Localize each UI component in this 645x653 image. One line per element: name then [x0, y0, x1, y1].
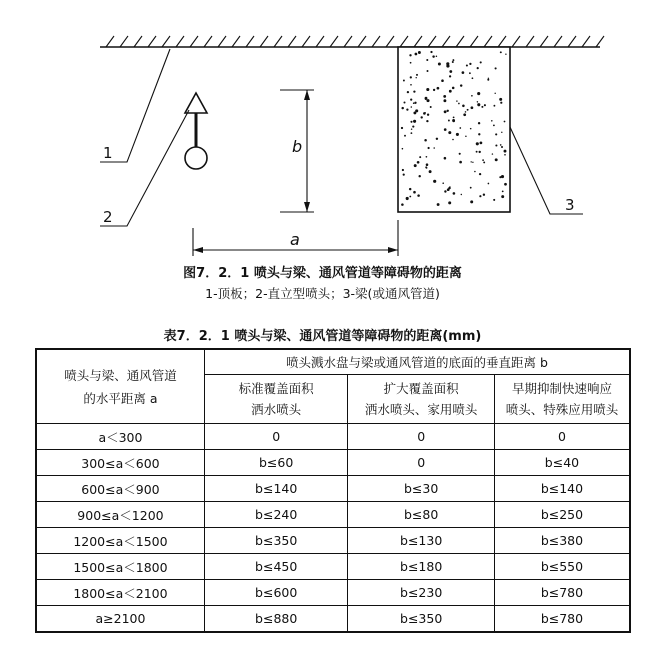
cell-standard: b≤60 — [204, 450, 348, 476]
cell-esfr: b≤780 — [494, 580, 630, 606]
cell-standard: b≤140 — [204, 476, 348, 502]
cell-a: 300≤a＜600 — [36, 450, 204, 476]
row-header-line2: 的水平距离 a — [83, 390, 158, 406]
cell-a: 1800≤a＜2100 — [36, 580, 204, 606]
table-row — [36, 528, 630, 554]
cell-standard: b≤600 — [204, 580, 348, 606]
group-header: 喷头溅水盘与梁或通风管道的底面的垂直距离 b — [204, 349, 630, 375]
cell-esfr: b≤250 — [494, 502, 630, 528]
cell-extended: b≤230 — [348, 580, 494, 606]
column-header-standard — [204, 375, 348, 424]
cell-a: 1200≤a＜1500 — [36, 528, 204, 554]
table-row — [36, 554, 630, 580]
cell-extended: 0 — [348, 450, 494, 476]
cell-extended: b≤130 — [348, 528, 494, 554]
cell-standard: b≤350 — [204, 528, 348, 554]
callout-1: 1 — [103, 144, 113, 162]
cell-a: a≥2100 — [36, 606, 204, 633]
cell-esfr: b≤780 — [494, 606, 630, 633]
cell-standard: b≤240 — [204, 502, 348, 528]
table-row — [36, 424, 630, 450]
cell-a: 1500≤a＜1800 — [36, 554, 204, 580]
distance-table — [35, 348, 631, 633]
dimension-b-label: b — [292, 137, 303, 156]
cell-standard: 0 — [204, 424, 348, 450]
column-header-esfr — [494, 375, 630, 424]
beam — [398, 47, 510, 212]
row-header-line1: 喷头与梁、通风管道 — [64, 367, 177, 383]
cell-extended: b≤350 — [348, 606, 494, 633]
column-header-line2: 洒水喷头、家用喷头 — [364, 402, 478, 417]
figure-caption: 图7．2．1 喷头与梁、通风管道等障碍物的距离 — [183, 266, 462, 281]
cell-esfr: b≤40 — [494, 450, 630, 476]
dimension-a-label: a — [290, 230, 300, 249]
table-row — [36, 450, 630, 476]
table-row — [36, 476, 630, 502]
cell-standard: b≤880 — [204, 606, 348, 633]
callout-3: 3 — [565, 196, 575, 214]
cell-extended: 0 — [348, 424, 494, 450]
cell-standard: b≤450 — [204, 554, 348, 580]
upright-sprinkler-icon — [185, 93, 207, 169]
column-header-extended — [348, 375, 494, 424]
column-header-line2: 喷头、特殊应用喷头 — [505, 402, 619, 417]
table-row — [36, 502, 630, 528]
table-caption: 表7．2．1 喷头与梁、通风管道等障碍物的距离(mm) — [163, 329, 482, 344]
callout-2: 2 — [103, 208, 113, 226]
sprinkler-beam-diagram — [0, 0, 645, 262]
figure-legend: 1-顶板；2-直立型喷头；3-梁(或通风管道) — [205, 286, 440, 301]
column-header-line1: 标准覆盖面积 — [238, 381, 314, 396]
cell-a: a＜300 — [36, 424, 204, 450]
cell-esfr: b≤140 — [494, 476, 630, 502]
column-header-line2: 洒水喷头 — [251, 402, 302, 417]
cell-esfr: b≤380 — [494, 528, 630, 554]
column-header-line1: 扩大覆盖面积 — [383, 381, 459, 396]
cell-a: 900≤a＜1200 — [36, 502, 204, 528]
cell-extended: b≤80 — [348, 502, 494, 528]
cell-extended: b≤30 — [348, 476, 494, 502]
cell-a: 600≤a＜900 — [36, 476, 204, 502]
row-header — [36, 349, 204, 424]
cell-esfr: b≤550 — [494, 554, 630, 580]
ceiling-slab — [100, 36, 604, 47]
cell-extended: b≤180 — [348, 554, 494, 580]
table-row — [36, 580, 630, 606]
cell-esfr: 0 — [494, 424, 630, 450]
column-header-line1: 早期抑制快速响应 — [511, 381, 612, 396]
table-row — [36, 606, 630, 633]
